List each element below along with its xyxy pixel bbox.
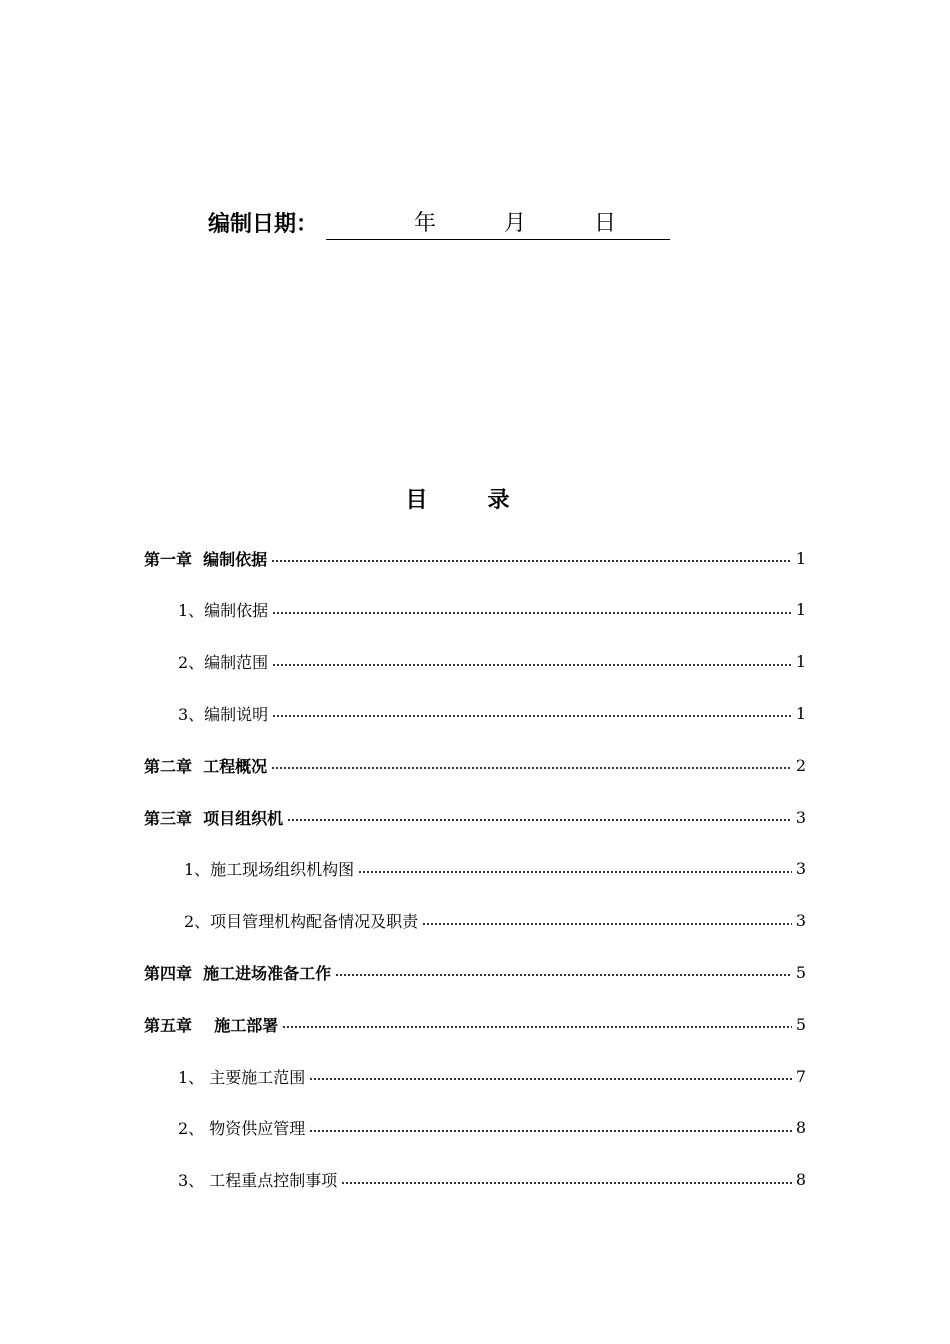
compile-date-line (208, 204, 670, 240)
toc-entry[interactable] (178, 1110, 806, 1146)
toc-entry-page: 1 (795, 600, 806, 620)
toc-entry-text: 3、编制说明 (178, 704, 269, 724)
toc-entry-text: 第一章 编制依据 (144, 549, 268, 569)
toc-leader-dots (287, 819, 792, 821)
toc-leader-dots (341, 1182, 792, 1184)
toc-entry[interactable] (178, 644, 806, 680)
toc-entry-page: 7 (795, 1066, 806, 1086)
toc-entry-page: 5 (795, 1014, 806, 1034)
toc-entry[interactable] (178, 1162, 806, 1198)
toc-entry-text: 2、项目管理机构配备情况及职责 (184, 912, 419, 932)
toc-entry-text: 2、编制范围 (178, 653, 269, 673)
toc-entry-text: 1、编制依据 (178, 601, 269, 621)
toc-entry[interactable] (184, 903, 806, 939)
toc-entry-page: 1 (795, 652, 806, 672)
toc-leader-dots (272, 664, 792, 666)
toc-leader-dots (272, 715, 792, 717)
toc-entry-text: 第二章 工程概况 (144, 756, 268, 776)
toc-entry-page: 8 (795, 1118, 806, 1138)
toc-title: 目录 (405, 488, 570, 513)
toc-entry[interactable] (178, 1058, 806, 1094)
toc-entry-page: 1 (795, 548, 806, 568)
toc-leader-dots (309, 1130, 792, 1132)
toc-entry-text: 第三章 项目组织机 (144, 808, 284, 828)
toc-entry[interactable] (144, 799, 806, 835)
toc-entry[interactable] (144, 540, 806, 576)
toc-entry-text: 1、施工现场组织机构图 (184, 860, 355, 880)
toc-entry-text: 2、 物资供应管理 (178, 1119, 306, 1139)
toc-entry-page: 3 (795, 807, 806, 827)
toc-leader-dots (422, 923, 792, 925)
toc-entry[interactable] (184, 851, 806, 887)
toc-entry[interactable] (144, 1006, 806, 1042)
toc-entry[interactable] (144, 747, 806, 783)
toc-leader-dots (335, 974, 792, 976)
toc-entry-page: 2 (795, 755, 806, 775)
toc-leader-dots (272, 612, 792, 614)
toc-entry[interactable] (178, 695, 806, 731)
date-year-label: 年 (414, 211, 437, 236)
toc-leader-dots (271, 767, 792, 769)
toc-entry-page: 3 (795, 911, 806, 931)
date-day-label: 日 (594, 211, 617, 236)
toc-entry-text: 1、 主要施工范围 (178, 1067, 306, 1087)
toc-entry-text: 3、 工程重点控制事项 (178, 1171, 338, 1191)
date-month-label: 月 (504, 211, 527, 236)
toc-leader-dots (309, 1078, 792, 1080)
toc-entry-text: 第五章 施工部署 (144, 1015, 279, 1035)
toc-leader-dots (358, 871, 792, 873)
toc-leader-dots (271, 560, 792, 562)
compile-date-field (326, 209, 670, 240)
toc-leader-dots (282, 1026, 792, 1028)
toc-entry[interactable] (144, 954, 806, 990)
toc-entry-page: 5 (795, 962, 806, 982)
compile-date-label: 编制日期： (208, 212, 319, 237)
toc-entry-text: 第四章 施工进场准备工作 (144, 963, 332, 983)
toc-entry-page: 8 (795, 1170, 806, 1190)
toc-entry-page: 3 (795, 859, 806, 879)
toc-entry-page: 1 (795, 703, 806, 723)
toc-entry[interactable] (178, 592, 806, 628)
